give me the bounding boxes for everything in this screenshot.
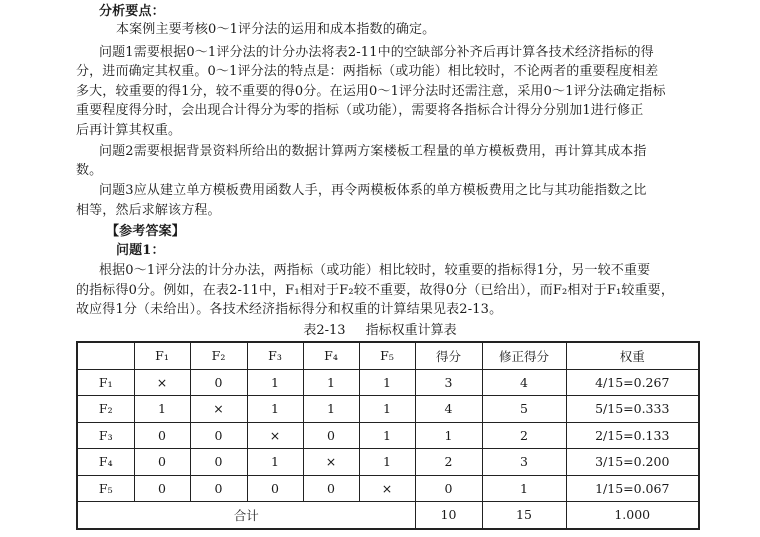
table-row xyxy=(77,449,699,476)
total-weight: 1.000 xyxy=(566,502,699,529)
table-cell: × xyxy=(303,449,359,476)
total-adjusted: 15 xyxy=(482,502,566,529)
table-cell: 0 xyxy=(415,475,482,502)
table-cell: 1 xyxy=(134,396,190,423)
header-cell xyxy=(77,342,134,369)
paragraph-line: 数。 xyxy=(76,163,103,178)
paragraph-line: 问题3应从建立单方模板费用函数人手，再令两模板体系的单方模板费用之比与其功能指数之比 xyxy=(99,183,647,198)
table-cell: 0 xyxy=(190,449,247,476)
answer-title: 【参考答案】 xyxy=(106,224,185,239)
header-cell: F₄ xyxy=(303,342,359,369)
table-cell: F₃ xyxy=(77,422,134,449)
table-cell: 1 xyxy=(359,369,415,396)
table-cell: 2 xyxy=(415,449,482,476)
table-cell: 0 xyxy=(247,475,303,502)
question-heading: 问题1： xyxy=(116,243,165,258)
table-cell: 0 xyxy=(303,475,359,502)
table-row xyxy=(77,422,699,449)
table-header-row xyxy=(77,342,699,369)
table-cell: 1/15=0.067 xyxy=(566,475,699,502)
paragraph-line: 本案例主要考核0～1评分法的运用和成本指数的确定。 xyxy=(116,22,436,37)
table-cell: F₂ xyxy=(77,396,134,423)
table-cell: 1 xyxy=(247,396,303,423)
header-cell: 得分 xyxy=(415,342,482,369)
table-cell: 5 xyxy=(482,396,566,423)
paragraph-line: 重要程度得分时，会出现合计得分为零的指标（或功能），需要将各指标合计得分分别加1进行修正 xyxy=(76,103,644,118)
table-cell: 3 xyxy=(482,449,566,476)
total-score: 10 xyxy=(415,502,482,529)
table-cell: 0 xyxy=(134,449,190,476)
table-cell: 0 xyxy=(134,475,190,502)
table-cell: 1 xyxy=(247,369,303,396)
table-cell: 1 xyxy=(303,396,359,423)
table-cell: 4/15=0.267 xyxy=(566,369,699,396)
table-cell: 5/15=0.333 xyxy=(566,396,699,423)
table-cell: 0 xyxy=(190,422,247,449)
answer-line: 根据0～1评分法的计分办法，两指标（或功能）相比较时，较重要的指标得1分，另一较不重要 xyxy=(99,263,651,278)
header-cell: 修正得分 xyxy=(482,342,566,369)
table-cell: × xyxy=(190,396,247,423)
table-cell: 1 xyxy=(359,449,415,476)
table-cell: 0 xyxy=(303,422,359,449)
table-row xyxy=(77,396,699,423)
table-cell: × xyxy=(134,369,190,396)
table-cell: F₁ xyxy=(77,369,134,396)
table-cell: 1 xyxy=(415,422,482,449)
header-cell: F₁ xyxy=(134,342,190,369)
header-cell: F₂ xyxy=(190,342,247,369)
table-row xyxy=(77,369,699,396)
table-cell: 3 xyxy=(415,369,482,396)
table-cell: 2/15=0.133 xyxy=(566,422,699,449)
table-number: 表2-13 xyxy=(303,323,346,338)
table-title: 指标权重计算表 xyxy=(365,323,457,338)
answer-line: 的指标得0分。例如，在表2-11中，F₁相对于F₂较不重要，故得0分（已给出），而F₂相对于F₁较重要， xyxy=(76,283,674,298)
table-row xyxy=(77,475,699,502)
table-cell: 3/15=0.200 xyxy=(566,449,699,476)
header-cell: F₃ xyxy=(247,342,303,369)
table-cell: 1 xyxy=(303,369,359,396)
table-cell: 0 xyxy=(190,475,247,502)
table-cell: 1 xyxy=(247,449,303,476)
table-cell: F₄ xyxy=(77,449,134,476)
header-cell: 权重 xyxy=(566,342,699,369)
table-cell: 0 xyxy=(190,369,247,396)
paragraph-line: 相等，然后求解该方程。 xyxy=(76,203,221,218)
table-cell: 4 xyxy=(415,396,482,423)
table-caption xyxy=(0,322,760,340)
table-cell: 4 xyxy=(482,369,566,396)
answer-line: 故应得1分（未给出）。各技术经济指标得分和权重的计算结果见表2-13。 xyxy=(76,302,503,317)
table-cell: 0 xyxy=(134,422,190,449)
paragraph-line: 问题2需要根据背景资料所给出的数据计算两方案楼板工程量的单方模板费用，再计算其成本指 xyxy=(99,144,647,159)
table-cell: 1 xyxy=(482,475,566,502)
table-cell: × xyxy=(247,422,303,449)
paragraph-line: 问题1需要根据0～1评分法的计分办法将表2-11中的空缺部分补齐后再计算各技术经济指标的得 xyxy=(99,45,654,60)
table-cell: 1 xyxy=(359,422,415,449)
paragraph-line: 后再计算其权重。 xyxy=(76,123,182,138)
header-cell: F₅ xyxy=(359,342,415,369)
paragraph-line: 分，进而确定其权重。0～1评分法的特点是：两指标（或功能）相比较时，不论两者的重要程度相差 xyxy=(76,64,659,79)
total-label: 合计 xyxy=(77,502,415,529)
paragraph-line: 多大，较重要的得1分，较不重要的得0分。在运用0～1评分法时还需注意，采用0～1评分法确定指标 xyxy=(76,84,666,99)
table-cell: 1 xyxy=(359,396,415,423)
table-cell: F₅ xyxy=(77,475,134,502)
weights-table xyxy=(76,341,700,530)
table-total-row xyxy=(77,502,699,529)
table-cell: × xyxy=(359,475,415,502)
table-cell: 2 xyxy=(482,422,566,449)
section-title: 分析要点： xyxy=(99,4,165,19)
